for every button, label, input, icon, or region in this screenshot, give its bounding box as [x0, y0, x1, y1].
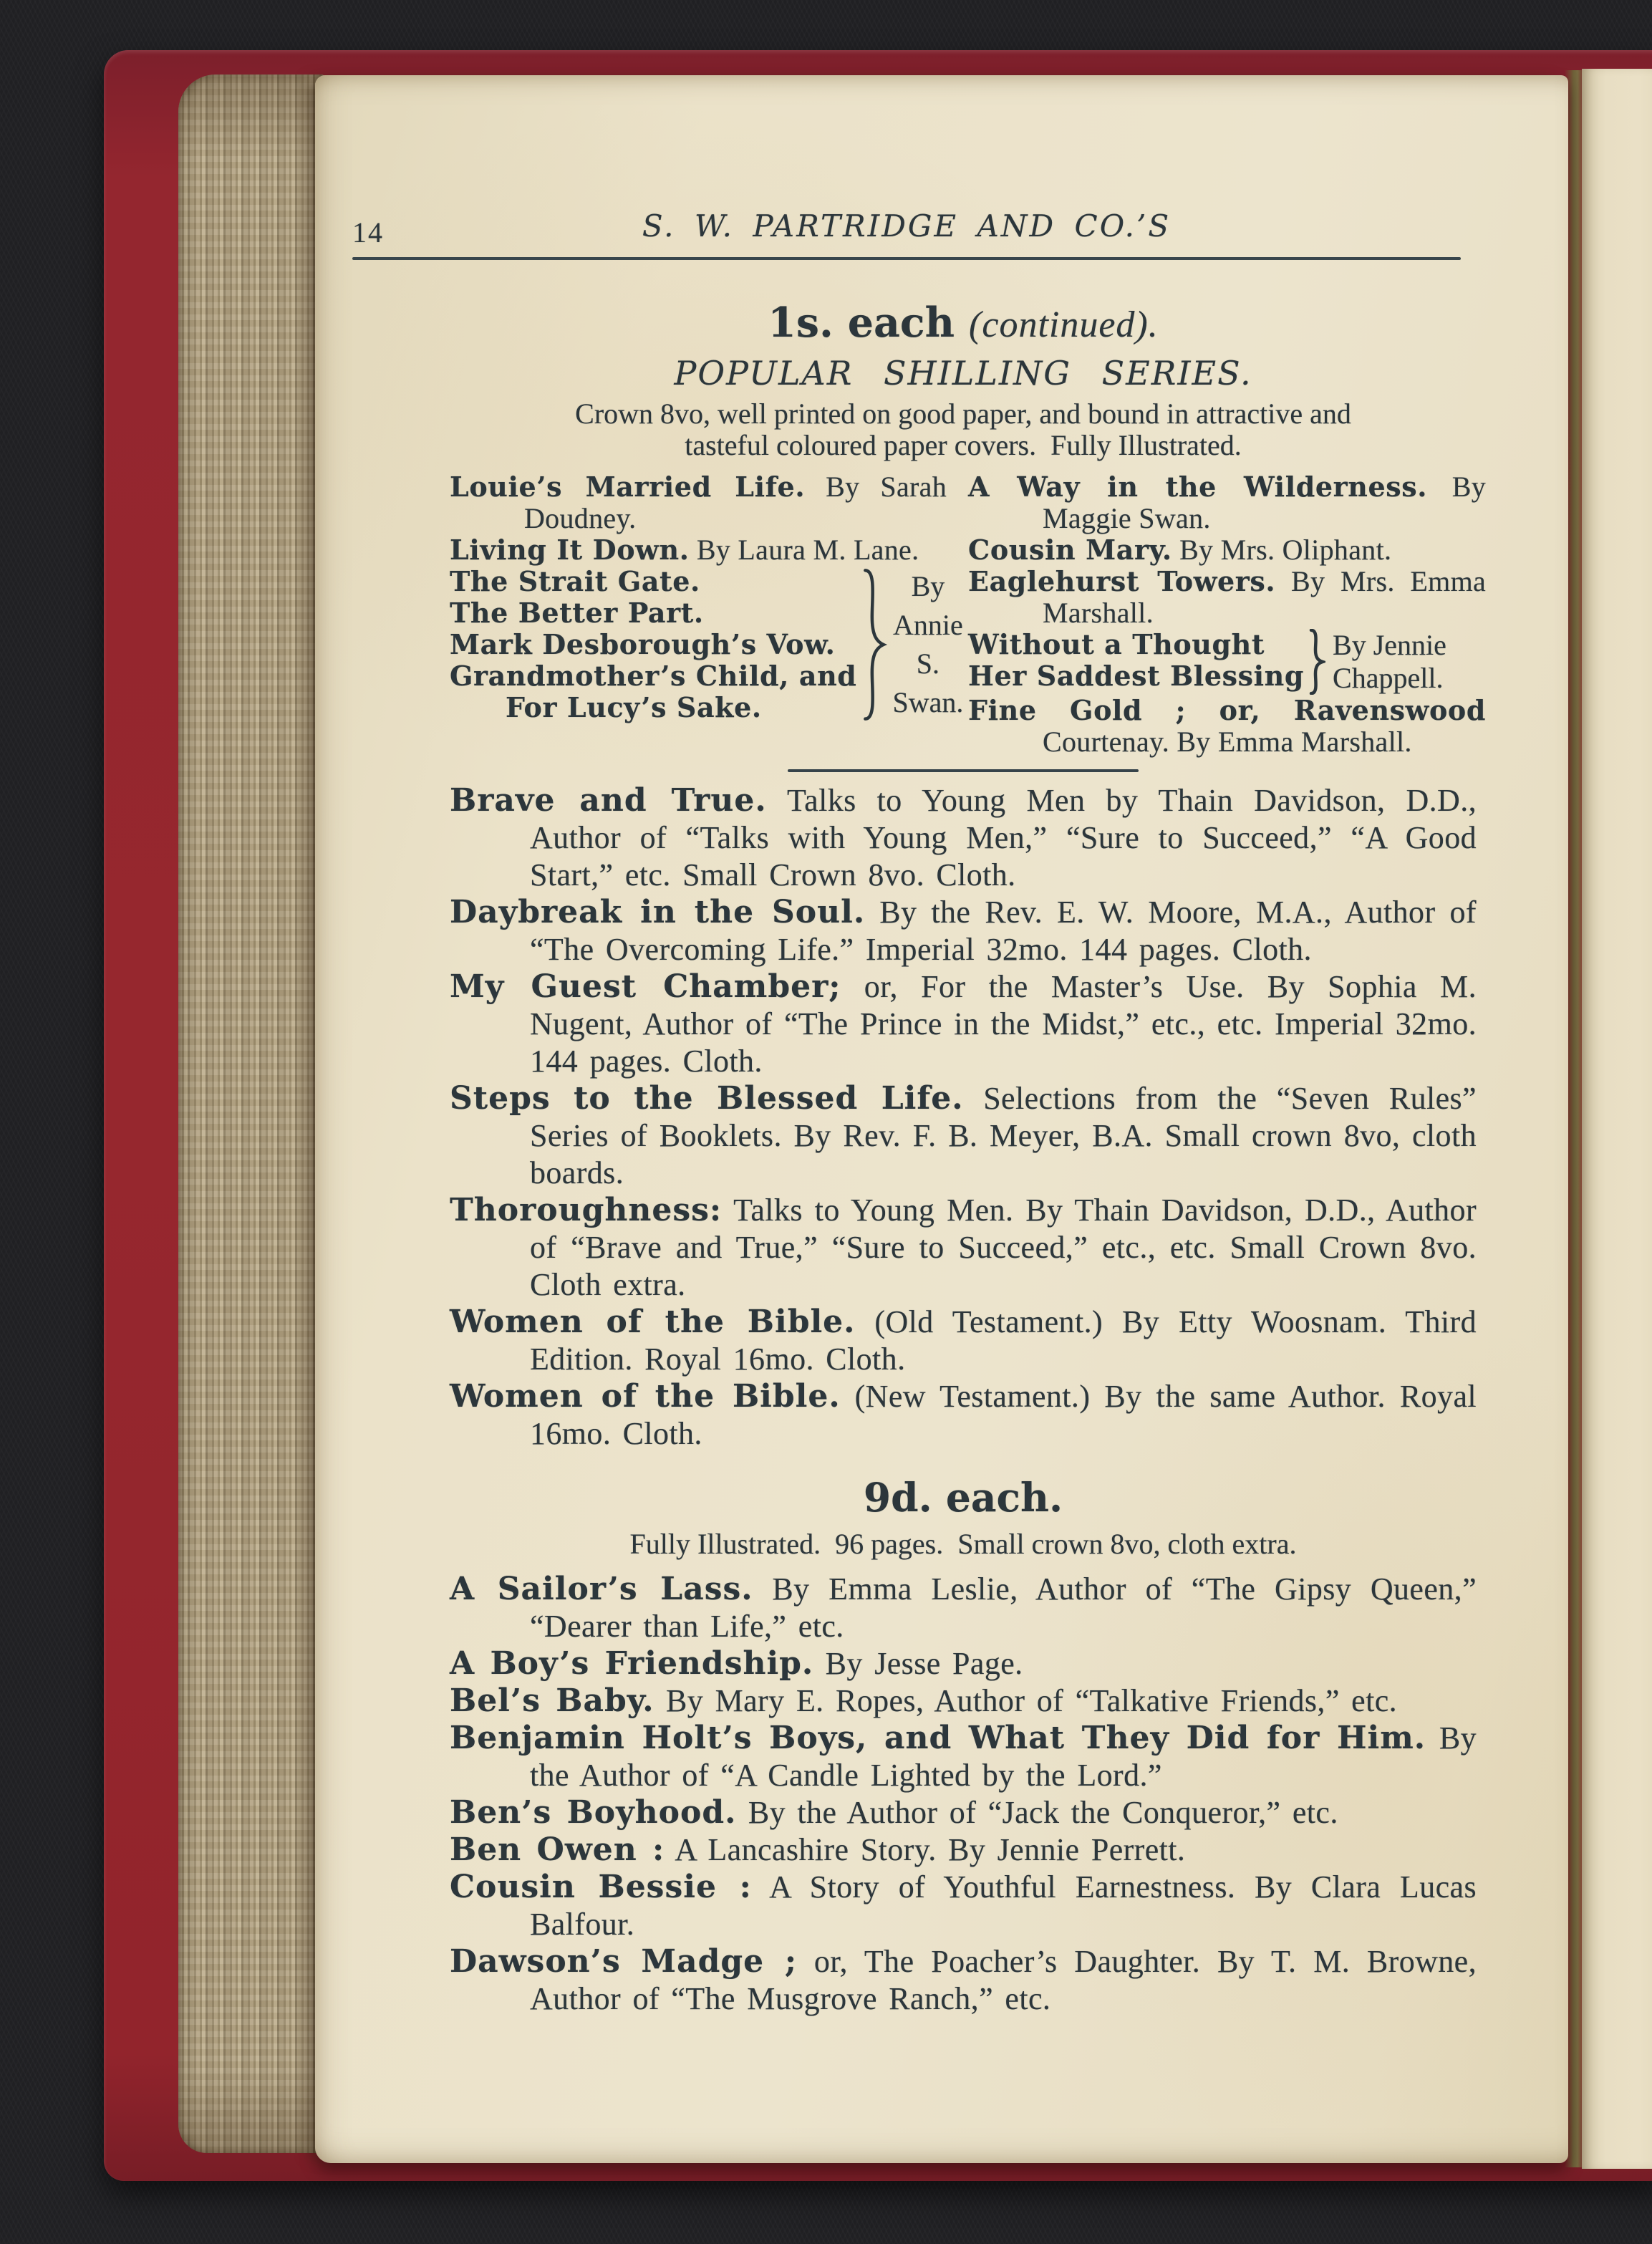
- book-cover: [104, 50, 1652, 2181]
- entry-title: Louie’s Married Life.: [450, 471, 806, 503]
- entry-title: Ben Owen :: [450, 1831, 665, 1868]
- entry-title: Cousin Bessie :: [450, 1869, 752, 1905]
- catalog-entry: [450, 1869, 1477, 1943]
- catalog-entry: [450, 1645, 1477, 1682]
- entry-text: or, For the Master’s Use. By Sophia M. Nugent, Author of “The Prince in the Midst,” etc., etc. Imperial 32mo. 144 pages. Cloth.: [530, 969, 1477, 1079]
- group-title: The Better Part.: [450, 597, 704, 629]
- entry-title: Living It Down.: [450, 534, 690, 566]
- catalog-entry: [968, 471, 1486, 534]
- intro-line-2: tasteful coloured paper covers. Fully Illustrated.: [685, 429, 1242, 461]
- section-heading-ninepence: 9d. each.: [863, 1474, 1063, 1521]
- catalog-entry: [450, 894, 1477, 968]
- catalog-entry: [450, 1192, 1477, 1304]
- right-column: [968, 471, 1486, 758]
- entry-title: Women of the Bible.: [450, 1378, 841, 1415]
- catalog-entry: [450, 534, 947, 566]
- entry-text: or, The Poacher’s Daughter. By T. M. Browne, Author of “The Musgrove Ranch,” etc.: [530, 1944, 1477, 2016]
- entry-title: Dawson’s Madge ;: [450, 1943, 798, 1980]
- entry-text: By the Author of “A Candle Lighted by the Lord.”: [530, 1720, 1477, 1793]
- entry-text: By Maggie Swan.: [1043, 471, 1487, 534]
- catalog-entry: [450, 1571, 1477, 1645]
- entry-text: By the Author of “Jack the Conqueror,” etc.: [748, 1795, 1338, 1830]
- page-content: [450, 75, 1487, 2018]
- entry-title: A Sailor’s Lass.: [450, 1571, 753, 1607]
- entry-text: Courtenay. By Emma Marshall.: [1043, 726, 1412, 758]
- entry-text: Selections from the “Seven Rules” Series of Booklets. By Rev. F. B. Meyer, B.A. Small crown 8vo, cloth boards.: [530, 1081, 1477, 1190]
- ninepence-subheading: Fully Illustrated. 96 pages. Small crown 8vo, cloth extra.: [629, 1528, 1297, 1560]
- intro-line-1: Crown 8vo, well printed on good paper, and bound in attractive and: [575, 398, 1351, 430]
- brace-author-line: By Jennie: [1333, 629, 1446, 661]
- catalog-entry: [968, 695, 1486, 758]
- page-edge-stack: [178, 74, 324, 2153]
- group-title: Her Saddest Blessing: [968, 660, 1305, 692]
- entry-text: A Lancashire Story. By Jennie Perrett.: [675, 1832, 1186, 1867]
- entry-text: By Sarah Doudney.: [524, 471, 947, 534]
- brace-author-line: S.: [916, 647, 940, 680]
- entry-text: By Mrs. Emma Marshall.: [1043, 565, 1487, 629]
- entry-text: By the Rev. E. W. Moore, M.A., Author of “The Overcoming Life.” Imperial 32mo. 144 pages. Cloth.: [530, 895, 1477, 967]
- catalog-entry: [450, 1794, 1477, 1831]
- heading-continued: (continued).: [969, 304, 1159, 345]
- entry-title: A Boy’s Friendship.: [450, 1645, 814, 1682]
- catalog-entry: [450, 1831, 1477, 1869]
- catalog-entry: [968, 534, 1486, 566]
- ninepence-entries: [450, 1571, 1477, 2018]
- brace-author-line: Swan.: [892, 686, 964, 718]
- entry-text: By Laura M. Lane.: [696, 534, 919, 566]
- author-brace-group: [968, 629, 1486, 695]
- group-title: Mark Desborough’s Vow.: [450, 628, 836, 660]
- page-number: 14: [352, 216, 384, 249]
- brace-author-line: Chappell.: [1333, 662, 1444, 694]
- entry-title: Thoroughness:: [450, 1192, 723, 1228]
- entry-title: Steps to the Blessed Life.: [450, 1080, 964, 1117]
- entry-text: By Emma Leslie, Author of “The Gipsy Queen,” “Dearer than Life,” etc.: [530, 1571, 1477, 1644]
- group-authors: [892, 566, 963, 723]
- right-brace-icon: [861, 566, 888, 723]
- catalog-entry: [450, 1720, 1477, 1794]
- entry-text: (Old Testament.) By Etty Woosnam. Third Edition. Royal 16mo. Cloth.: [530, 1304, 1477, 1377]
- catalog-entry: [450, 968, 1477, 1080]
- group-titles: [450, 566, 856, 723]
- entry-text: By Mrs. Oliphant.: [1179, 534, 1392, 566]
- entry-title: Fine Gold ; or, Ravenswood: [968, 694, 1487, 726]
- catalog-entry: [450, 1304, 1477, 1378]
- entry-title: Bel’s Baby.: [450, 1682, 654, 1719]
- group-titles: [968, 629, 1304, 695]
- entry-text: A Story of Youthful Earnestness. By Clara Lucas Balfour.: [530, 1869, 1477, 1942]
- entry-title: My Guest Chamber;: [450, 968, 841, 1005]
- brace-author-line: By: [911, 570, 945, 602]
- facing-page-edge: [1582, 69, 1652, 2169]
- entry-title: A Way in the Wilderness.: [968, 471, 1428, 503]
- entry-text: Talks to Young Men by Thain Davidson, D.D., Author of “Talks with Young Men,” “Sure to Succeed,” “A Good Start,” etc. Small Crown 8vo. Cloth.: [530, 783, 1477, 892]
- entry-title: Cousin Mary.: [968, 534, 1172, 566]
- running-header: S. W. PARTRIDGE AND CO.’S: [642, 208, 1172, 244]
- right-brace-icon: [1308, 629, 1325, 695]
- book-page: [315, 75, 1568, 2163]
- catalog-entry: [450, 1080, 1477, 1192]
- catalog-entry: [450, 1682, 1477, 1720]
- entry-title: Brave and True.: [450, 782, 767, 819]
- entry-text: By Jesse Page.: [825, 1646, 1023, 1681]
- section-heading-shilling: [450, 299, 1477, 347]
- heading-price: 1s. each: [768, 299, 955, 347]
- group-title: For Lucy’s Sake.: [506, 691, 762, 723]
- entry-title: Daybreak in the Soul.: [450, 894, 866, 930]
- entry-title: Ben’s Boyhood.: [450, 1794, 737, 1831]
- shilling-full-entries: [450, 782, 1477, 1453]
- entry-title: Women of the Bible.: [450, 1304, 856, 1340]
- author-brace-group: [450, 565, 964, 723]
- group-title: Without a Thought: [968, 628, 1265, 660]
- catalog-entry: [968, 566, 1486, 629]
- group-authors: [1330, 629, 1486, 695]
- left-column: [450, 471, 964, 758]
- entry-text: Talks to Young Men. By Thain Davidson, D.D., Author of “Brave and True,” “Sure to Succeed,” etc., etc. Small Crown 8vo. Cloth extra.: [530, 1193, 1477, 1302]
- entry-text: By Mary E. Ropes, Author of “Talkative Friends,” etc.: [666, 1683, 1398, 1718]
- catalog-entry: [450, 1943, 1477, 2018]
- catalog-entry: [450, 471, 947, 534]
- entry-title: Benjamin Holt’s Boys, and What They Did for Him.: [450, 1720, 1426, 1756]
- group-title: The Strait Gate.: [450, 565, 700, 597]
- shilling-columns: [450, 471, 1487, 758]
- catalog-entry: [450, 1378, 1477, 1453]
- group-title: Grandmother’s Child, and: [450, 660, 857, 692]
- section-divider-rule: [788, 769, 1139, 772]
- series-title: POPULAR SHILLING SERIES.: [674, 354, 1252, 393]
- entry-text: (New Testament.) By the same Author. Royal 16mo. Cloth.: [530, 1379, 1477, 1451]
- catalog-entry: [450, 782, 1477, 894]
- brace-author-line: Annie: [893, 609, 963, 641]
- entry-title: Eaglehurst Towers.: [968, 565, 1276, 597]
